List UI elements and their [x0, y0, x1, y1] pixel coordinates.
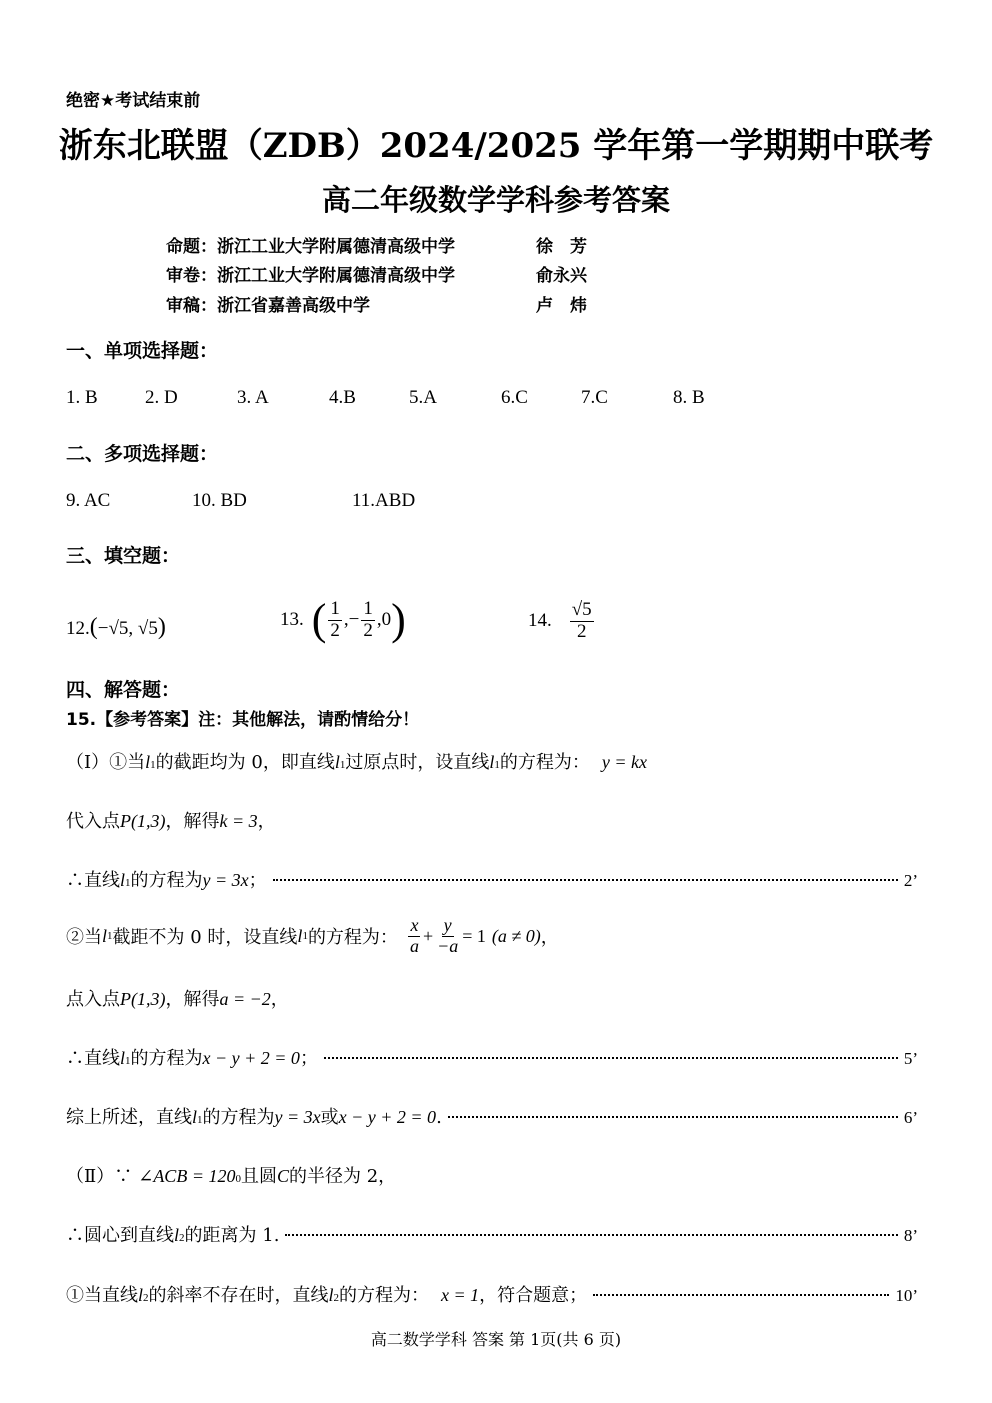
section-solutions: 四、解答题： — [66, 679, 181, 701]
section-multi-choice: 二、多项选择题： — [66, 443, 219, 465]
q15-line-8: （Ⅱ）∵ ∠ACB = 120 0 且圆 C 的半径为 2， — [66, 1166, 397, 1187]
answer-12: 12.(−√5, √5) — [66, 614, 166, 640]
answer-7: 7.C — [581, 387, 608, 408]
q14-den: 2 — [576, 620, 587, 642]
score-2: 2’ — [903, 871, 918, 890]
page-footer: 高二数学学科 答案 第 1页(共 6 页) — [370, 1330, 622, 1349]
q14-number: 14. — [528, 610, 552, 632]
q15-line-1: （Ⅰ）①当 l 1 的截距均为 0，即直线 l 1 过原点时，设直线 l 1 的方程为： y = kx — [66, 752, 647, 773]
q15-line-2: 代入点 P(1,3) ，解得 k = 3 ， — [66, 811, 276, 832]
reviewer-label: 审卷：浙江工业大学附属德清高级中学 — [166, 266, 455, 286]
answer-2: 2. D — [145, 387, 178, 408]
q15-line-5: 点入点 P(1,3) ，解得 a = −2 ， — [66, 989, 289, 1010]
answer-13: 13. ( $\frac{1}{2}$ ,− $\frac{1}{2}$ , 0 ) — [280, 595, 406, 644]
q13-frac2-den: 2 — [363, 619, 373, 641]
q15-line-6: ∴直线 l 1 的方程为 x − y + 2 = 0 ； 5’ — [66, 1048, 918, 1069]
q15-line-3: ∴直线 l 1 的方程为 y = 3x ； 2’ — [66, 870, 918, 891]
answer-9: 9. AC — [66, 490, 111, 511]
document-subtitle: 高二年级数学学科参考答案 — [321, 183, 670, 217]
q14-num: √5 — [571, 599, 592, 620]
score-10: 10’ — [895, 1286, 918, 1305]
editor-name: 卢 炜 — [536, 296, 587, 316]
answer-6: 6.C — [501, 387, 528, 408]
q15-line-10: ①当直线 l 2 的斜率不存在时，直线 l 2 的方程为： x = 1 ，符合题意； 10’ — [66, 1285, 918, 1306]
section-fill-blank: 三、填空题： — [66, 545, 181, 567]
editor-label: 审稿：浙江省嘉善高级中学 — [166, 296, 370, 316]
answer-5: 5.A — [409, 387, 437, 408]
answer-3: 3. A — [237, 387, 269, 408]
reviewer-name: 俞永兴 — [536, 266, 587, 286]
proposer-label: 命题：浙江工业大学附属德清高级中学 — [166, 237, 455, 257]
answer-11: 11.ABD — [352, 490, 416, 511]
q13-frac1-den: 2 — [330, 619, 340, 641]
answer-1: 1. B — [66, 387, 98, 408]
q13-frac2-num: 1 — [363, 597, 373, 619]
proposer-name: 徐 芳 — [536, 237, 587, 257]
q13-number: 13. — [280, 609, 304, 630]
confidential-label: 绝密★考试结束前 — [66, 91, 201, 111]
q13-frac1-num: 1 — [330, 597, 340, 619]
section-single-choice: 一、单项选择题： — [66, 340, 219, 362]
score-6: 6’ — [903, 1108, 918, 1127]
q12-lower: −√5 — [97, 618, 129, 639]
answer-14 — [528, 600, 596, 643]
q12-number: 12. — [66, 618, 90, 639]
q15-line-9: ∴圆心到直线 l 2 的距离为 1. 8’ — [66, 1225, 918, 1246]
answer-10: 10. BD — [192, 490, 247, 511]
answer-8: 8. B — [673, 387, 705, 408]
score-5: 5’ — [903, 1049, 918, 1068]
q13-third: 0 — [381, 609, 392, 630]
q15-header: 15.【参考答案】注：其他解法，请酌情给分！ — [66, 710, 420, 730]
q15-line-4: ②当 l 1 截距不为 0 时，设直线 l 1 的方程为： $\frac{x}{a}$ + $\frac{y}{-a}$ = 1 (a ≠ 0) ， — [66, 915, 559, 956]
score-8: 8’ — [903, 1226, 918, 1245]
q12-upper: √5 — [137, 618, 158, 639]
document-title: 浙东北联盟（ZDB）2024/2025 学年第一学期期中联考 — [58, 126, 934, 166]
q15-line-7: 综上所述，直线 l 1 的方程为 y = 3x 或 x − y + 2 = 0 . 6’ — [66, 1107, 918, 1128]
answer-4: 4.B — [329, 387, 356, 408]
